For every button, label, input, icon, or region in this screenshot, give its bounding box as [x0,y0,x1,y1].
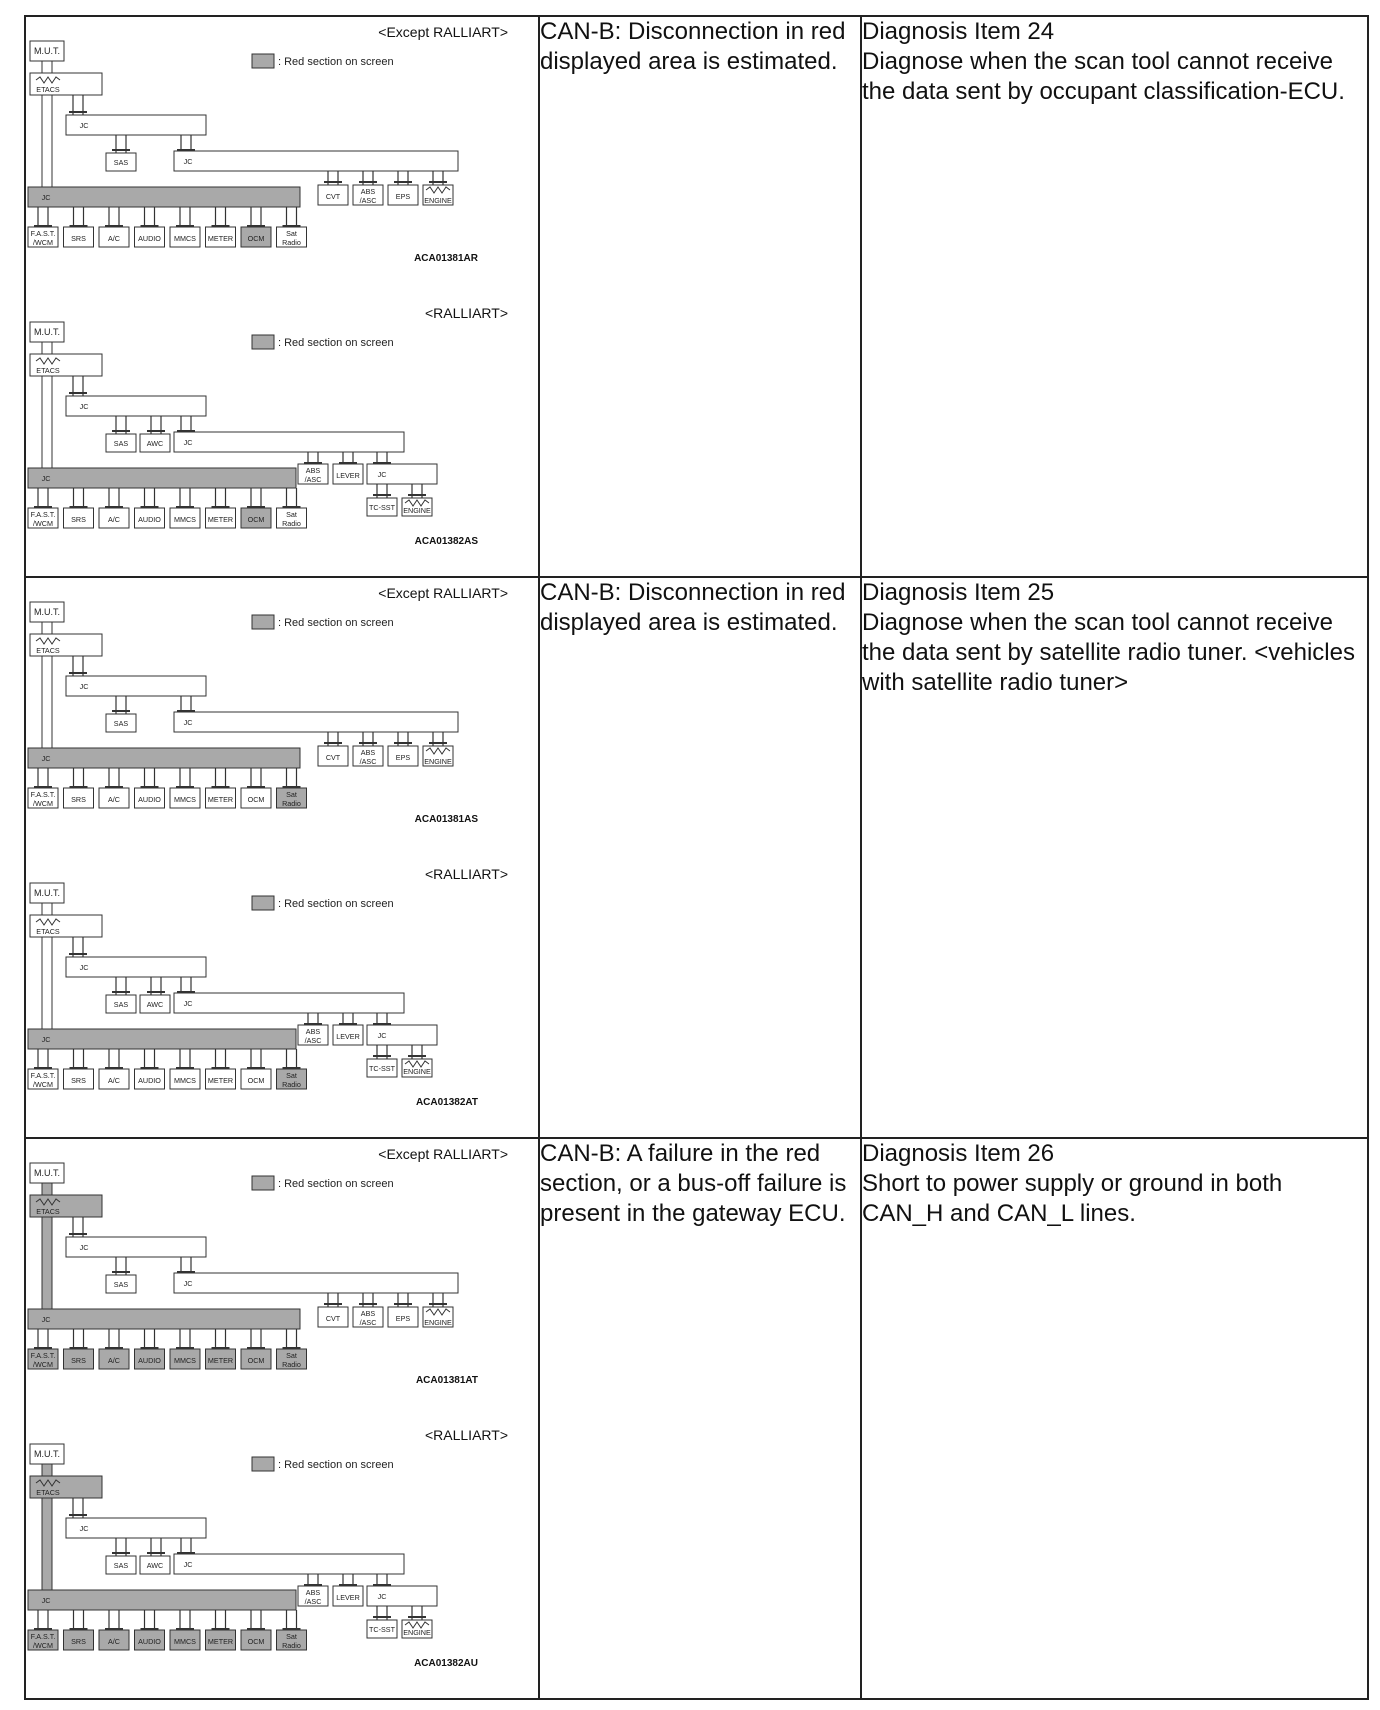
abs-asc-box-label: ABS [305,1027,321,1036]
legend-text: : Red section on screen [278,56,394,68]
sat-radio-box-label: Sat [286,510,297,519]
legend-swatch [252,1176,274,1190]
jc-box [174,432,404,452]
engine-label: ENGINE [403,1067,431,1076]
sas-label: SAS [113,1280,129,1289]
cvt-box-label: CVT [325,192,341,201]
cvt-box-label: CVT [325,753,341,762]
mmcs-box-label: MMCS [174,515,196,524]
abs-asc-box-label: /ASC [359,196,377,205]
audio-box-label: AUDIO [138,1076,161,1085]
awc-label: AWC [146,1561,164,1570]
diagram-panel [26,298,538,578]
engine-box-label: ENGINE [424,1318,452,1327]
jc-bottom-box [28,1590,296,1610]
jc-label: JC [79,1524,89,1533]
diagnosis-item-title: Diagnosis Item 25 [862,579,1055,606]
srs-box-label: SRS [71,515,86,524]
abs-asc-box-label: ABS [360,187,376,196]
variant-label: <RALLIART> [424,1427,508,1443]
jc-box [174,712,458,732]
fast-wcm-box-label: /WCM [33,238,53,247]
jc-label: JC [377,1592,387,1601]
fast-wcm-box-label: /WCM [33,799,53,808]
sat-radio-box-label: Radio [282,519,301,528]
ac-box-label: A/C [108,515,120,524]
fast-wcm-box-label: F.A.S.T. [30,510,56,519]
figure-code: ACA01381AS [414,814,478,825]
figure-code: ACA01382AU [414,1658,478,1669]
can-bus-diagram [26,859,538,1139]
condition-text: CAN-B: Disconnection in red displayed area is estimated. [540,579,846,636]
ac-box-label: A/C [108,795,120,804]
diagnosis-item-description: Diagnose when the scan tool cannot receive the data sent by occupant classification-ECU. [862,48,1345,105]
sat-radio-box-label: Sat [286,229,297,238]
meter-box-label: METER [207,795,234,804]
audio-box-label: AUDIO [138,1356,161,1365]
engine-label: ENGINE [403,506,431,515]
abs-asc-box-label: /ASC [359,757,377,766]
jc-label: JC [183,999,193,1008]
abs-asc-box-label: /ASC [304,475,322,484]
jc-label: JC [41,754,51,763]
jc-label: JC [79,1243,89,1252]
jc-label: JC [41,193,51,202]
condition-text: CAN-B: Disconnection in red displayed area is estimated. [540,18,846,75]
sas-label: SAS [113,719,129,728]
ac-box-label: A/C [108,1356,120,1365]
legend-swatch [252,335,274,349]
can-bus-diagram [26,578,538,858]
can-bus-diagram [26,298,538,578]
abs-asc-box-label: ABS [305,466,321,475]
ac-box-label: A/C [108,234,120,243]
ocm-box-label: OCM [247,1637,265,1646]
variant-label: <Except RALLIART> [378,1146,508,1162]
srs-box-label: SRS [71,795,86,804]
jc-box [174,1273,458,1293]
sat-radio-box-label: Sat [286,1632,297,1641]
jc-label: JC [41,474,51,483]
sat-radio-box-label: Radio [282,1641,301,1650]
sas-label: SAS [113,158,129,167]
jc-label: JC [183,718,193,727]
abs-asc-box-label: ABS [360,748,376,757]
eps-box-label: EPS [395,1314,411,1323]
mut-label: M.U.T. [34,888,60,898]
sat-radio-box-label: Radio [282,799,301,808]
etacs-label: ETACS [36,927,60,936]
mmcs-box-label: MMCS [174,795,196,804]
legend-text: : Red section on screen [278,898,394,910]
ocm-box-label: OCM [247,1356,265,1365]
diagnosis-item-description: Diagnose when the scan tool cannot receive the data sent by satellite radio tuner. <vehicles with satellite radio tuner> [862,609,1355,696]
legend-swatch [252,1457,274,1471]
jc-bottom-box [28,1309,300,1329]
diagram-cell [25,16,539,577]
fast-wcm-box-label: F.A.S.T. [30,229,56,238]
sas-label: SAS [113,439,129,448]
jc-label: JC [377,1031,387,1040]
lever-label: LEVER [336,471,360,480]
ocm-box-label: OCM [247,234,265,243]
eps-box-label: EPS [395,753,411,762]
variant-label: <RALLIART> [424,866,508,882]
jc-bottom-box [28,187,300,207]
engine-box-label: ENGINE [424,757,452,766]
legend-text: : Red section on screen [278,1178,394,1190]
jc-label: JC [41,1315,51,1324]
meter-box-label: METER [207,1076,234,1085]
etacs-label: ETACS [36,1207,60,1216]
description-cell [861,1138,1368,1699]
lever-label: LEVER [336,1032,360,1041]
diagram-panel [26,1420,538,1700]
cvt-box-label: CVT [325,1314,341,1323]
fast-wcm-box-label: F.A.S.T. [30,1351,56,1360]
ocm-box-label: OCM [247,795,265,804]
jc-box [174,151,458,171]
jc-bottom-box [28,1029,296,1049]
etacs-label: ETACS [36,646,60,655]
jc-box [174,1554,404,1574]
mut-label: M.U.T. [34,46,60,56]
engine-box-label: ENGINE [424,196,452,205]
jc-label: JC [183,438,193,447]
audio-box-label: AUDIO [138,1637,161,1646]
legend-text: : Red section on screen [278,617,394,629]
fast-wcm-box-label: /WCM [33,1080,53,1089]
legend-swatch [252,896,274,910]
srs-box-label: SRS [71,1637,86,1646]
jc-label: JC [79,121,89,130]
engine-label: ENGINE [403,1628,431,1637]
diagnosis-row [25,577,1368,1138]
fast-wcm-box-label: /WCM [33,1641,53,1650]
sat-radio-box-label: Radio [282,1080,301,1089]
mmcs-box-label: MMCS [174,234,196,243]
jc-bottom-box [28,748,300,768]
sas-label: SAS [113,1000,129,1009]
legend-text: : Red section on screen [278,337,394,349]
tc-sst-label: TC-SST [369,1625,395,1634]
meter-box-label: METER [207,1637,234,1646]
meter-box-label: METER [207,1356,234,1365]
legend-text: : Red section on screen [278,1459,394,1471]
abs-asc-box-label: ABS [360,1309,376,1318]
sat-radio-box-label: Sat [286,790,297,799]
awc-label: AWC [146,1000,164,1009]
mmcs-box-label: MMCS [174,1356,196,1365]
audio-box-label: AUDIO [138,234,161,243]
ocm-box-label: OCM [247,1076,265,1085]
variant-label: <RALLIART> [424,305,508,321]
jc-label: JC [183,1560,193,1569]
ac-box-label: A/C [108,1076,120,1085]
mut-label: M.U.T. [34,1168,60,1178]
variant-label: <Except RALLIART> [378,585,508,601]
diagram-panel [26,1139,538,1419]
audio-box-label: AUDIO [138,515,161,524]
srs-box-label: SRS [71,1076,86,1085]
jc-bottom-box [28,468,296,488]
audio-box-label: AUDIO [138,795,161,804]
srs-box-label: SRS [71,1356,86,1365]
figure-code: ACA01381AR [414,253,478,264]
jc-label: JC [183,1279,193,1288]
jc-label: JC [79,402,89,411]
etacs-label: ETACS [36,1488,60,1497]
sat-radio-box-label: Radio [282,238,301,247]
mut-label: M.U.T. [34,327,60,337]
abs-asc-box-label: /ASC [304,1597,322,1606]
diagnosis-row [25,1138,1368,1699]
fast-wcm-box-label: /WCM [33,1360,53,1369]
srs-box-label: SRS [71,234,86,243]
sat-radio-box-label: Radio [282,1360,301,1369]
jc-label: JC [183,157,193,166]
ocm-box-label: OCM [247,515,265,524]
sat-radio-box-label: Sat [286,1071,297,1080]
lever-label: LEVER [336,1593,360,1602]
diagnosis-item-description: Short to power supply or ground in both CAN_H and CAN_L lines. [862,1170,1283,1227]
can-bus-diagram [26,17,538,297]
condition-cell [539,1138,861,1699]
jc-label: JC [41,1035,51,1044]
meter-box-label: METER [207,515,234,524]
diagnosis-item-title: Diagnosis Item 24 [862,18,1055,45]
awc-label: AWC [146,439,164,448]
fast-wcm-box-label: F.A.S.T. [30,1071,56,1080]
sat-radio-box-label: Sat [286,1351,297,1360]
diagram-panel [26,859,538,1139]
diagnosis-row [25,16,1368,577]
jc-label: JC [41,1596,51,1605]
diagram-panel [26,17,538,297]
tc-sst-label: TC-SST [369,503,395,512]
diagram-cell [25,577,539,1138]
mut-label: M.U.T. [34,1449,60,1459]
etacs-label: ETACS [36,85,60,94]
figure-code: ACA01382AT [415,1097,478,1108]
description-cell [861,16,1368,577]
condition-cell [539,577,861,1138]
legend-swatch [252,54,274,68]
abs-asc-box-label: /ASC [304,1036,322,1045]
jc-label: JC [377,470,387,479]
mut-label: M.U.T. [34,607,60,617]
tc-sst-label: TC-SST [369,1064,395,1073]
legend-swatch [252,615,274,629]
eps-box-label: EPS [395,192,411,201]
jc-box [174,993,404,1013]
figure-code: ACA01381AT [415,1375,478,1386]
diagnosis-table [24,15,1369,1700]
variant-label: <Except RALLIART> [378,24,508,40]
diagnosis-item-title: Diagnosis Item 26 [862,1140,1055,1167]
ac-box-label: A/C [108,1637,120,1646]
figure-code: ACA01382AS [414,536,478,547]
fast-wcm-box-label: F.A.S.T. [30,790,56,799]
meter-box-label: METER [207,234,234,243]
description-cell [861,577,1368,1138]
abs-asc-box-label: ABS [305,1588,321,1597]
condition-text: CAN-B: A failure in the red section, or a bus-off failure is present in the gateway ECU. [540,1140,847,1227]
jc-label: JC [79,682,89,691]
mmcs-box-label: MMCS [174,1637,196,1646]
can-bus-diagram [26,1139,538,1419]
etacs-label: ETACS [36,366,60,375]
condition-cell [539,16,861,577]
mmcs-box-label: MMCS [174,1076,196,1085]
can-bus-diagram [26,1420,538,1700]
diagram-cell [25,1138,539,1699]
fast-wcm-box-label: /WCM [33,519,53,528]
jc-label: JC [79,963,89,972]
diagram-panel [26,578,538,858]
fast-wcm-box-label: F.A.S.T. [30,1632,56,1641]
sas-label: SAS [113,1561,129,1570]
abs-asc-box-label: /ASC [359,1318,377,1327]
